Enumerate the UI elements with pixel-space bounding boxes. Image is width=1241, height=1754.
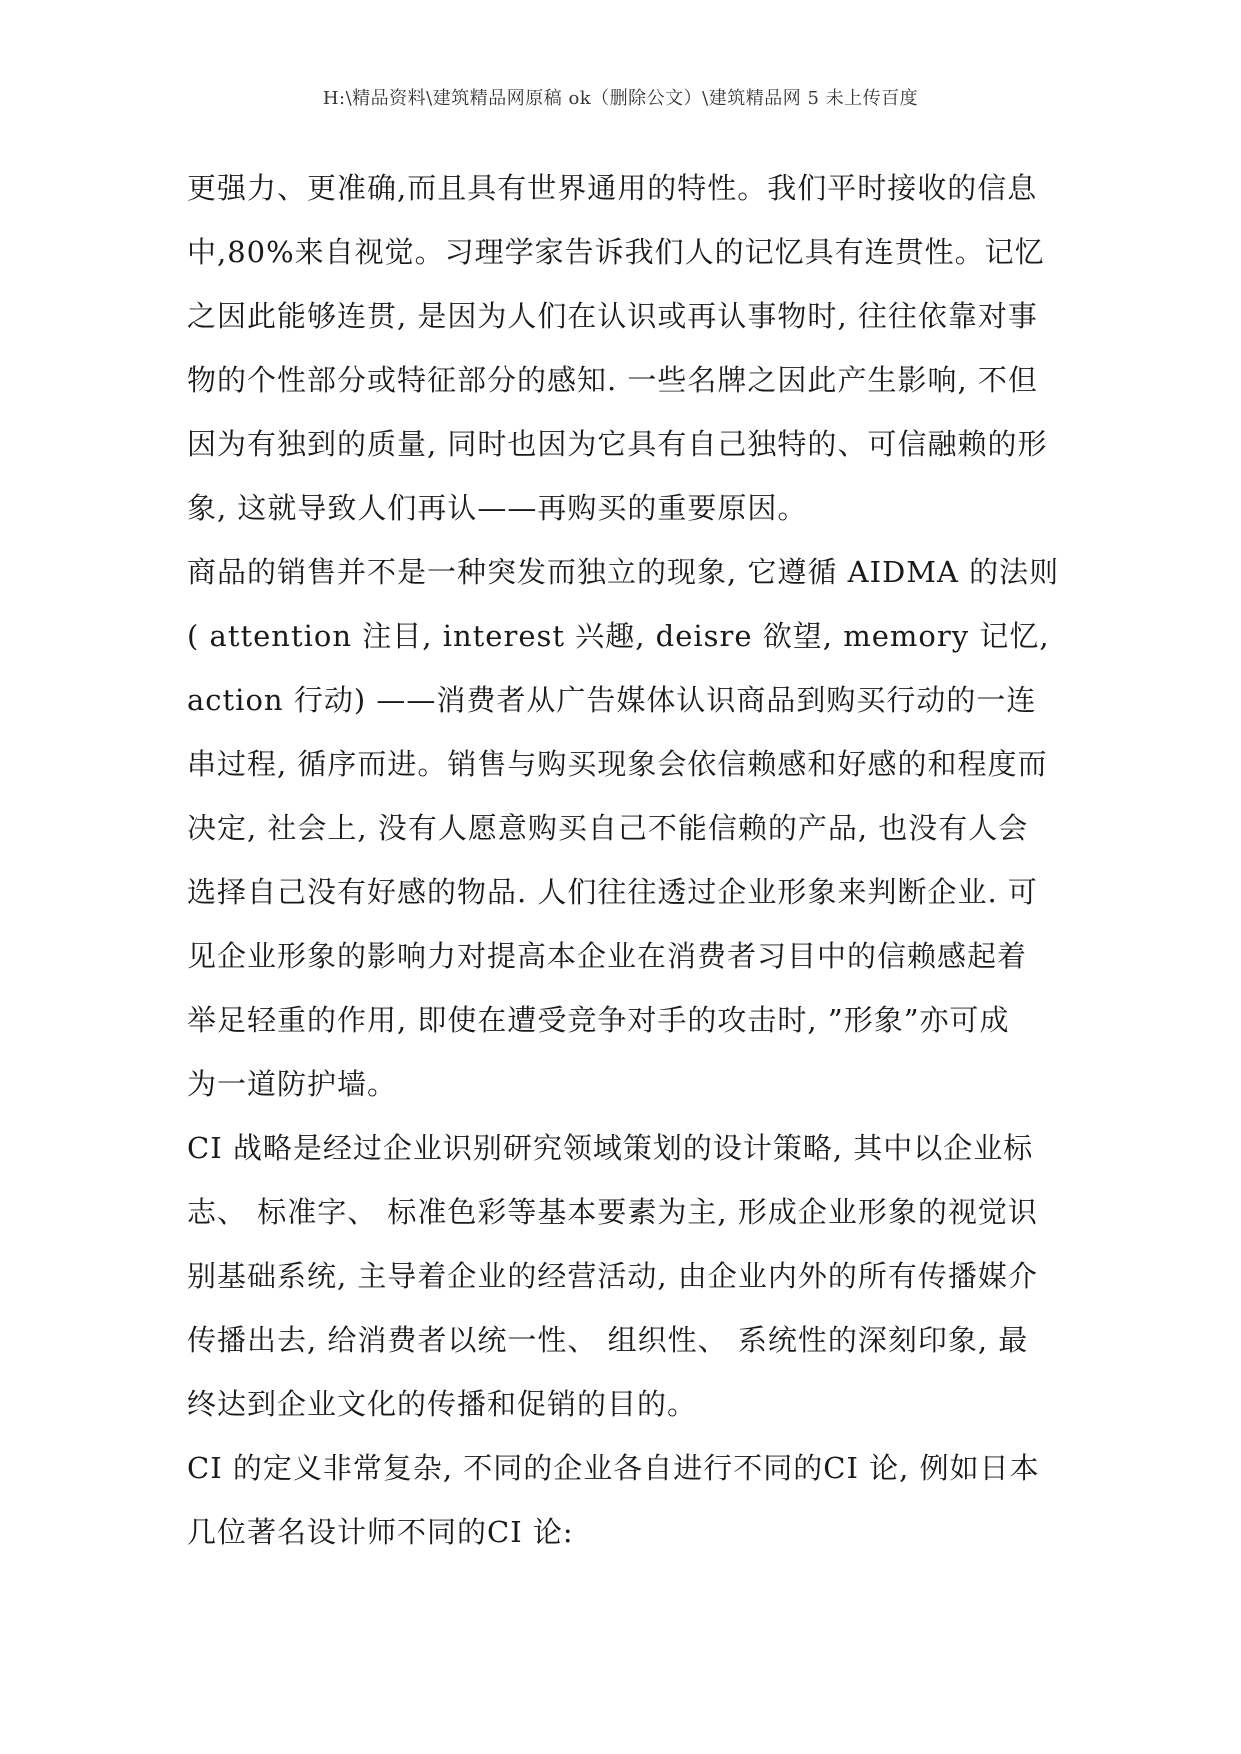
text-line: 物的个性部分或特征部分的感知. 一些名牌之因此产生影响, 不但 (187, 363, 1038, 397)
text-line: action 行动) ——消费者从广告媒体认识商品到购买行动的一连 (187, 683, 1037, 717)
text-line: 几位著名设计师不同的CI 论: (187, 1515, 574, 1549)
text-line: 选择自己没有好感的物品. 人们往往透过企业形象来判断企业. 可 (187, 875, 1038, 909)
document-body (187, 156, 1067, 1564)
text-line: ( attention 注目, interest 兴趣, deisre 欲望, memory 记忆, (187, 619, 1050, 653)
text-line: CI 的定义非常复杂, 不同的企业各自进行不同的CI 论, 例如日本 (187, 1451, 1040, 1485)
text-line: 为一道防护墙。 (187, 1067, 398, 1101)
text-line: 决定, 社会上, 没有人愿意购买自己不能信赖的产品, 也没有人会 (187, 811, 1029, 845)
text-line: 因为有独到的质量, 同时也因为它具有自己独特的、可信融赖的形 (187, 427, 1048, 461)
text-line: 之因此能够连贯, 是因为人们在认识或再认事物时, 往往依靠对事 (187, 299, 1038, 333)
text-line: 更强力、更准确,而且具有世界通用的特性。我们平时接收的信息 (187, 171, 1038, 205)
text-line: CI 战略是经过企业识别研究领域策划的设计策略, 其中以企业标 (187, 1131, 1034, 1165)
text-line: 商品的销售并不是一种突发而独立的现象, 它遵循 AIDMA 的法则 (187, 555, 1060, 589)
text-line: 别基础系统, 主导着企业的经营活动, 由企业内外的所有传播媒介 (187, 1259, 1038, 1293)
text-line: 象, 这就导致人们再认——再购买的重要原因。 (187, 491, 808, 525)
text-line: 志、 标准字、 标准色彩等基本要素为主, 形成企业形象的视觉识 (187, 1195, 1038, 1229)
text-line: 终达到企业文化的传播和促销的目的。 (187, 1387, 698, 1421)
text-line: 举足轻重的作用, 即使在遭受竞争对手的攻击时, ”形象”亦可成 (187, 1003, 1010, 1037)
file-path-header: H:\精品资料\建筑精品网原稿 ok（删除公文）\建筑精品网 5 未上传百度 (322, 88, 919, 109)
text-line: 串过程, 循序而进。销售与购买现象会依信赖感和好感的和程度而 (187, 747, 1048, 781)
text-line: 中,80%来自视觉。习理学家告诉我们人的记忆具有连贯性。记忆 (187, 235, 1045, 269)
text-line: 见企业形象的影响力对提高本企业在消费者习目中的信赖感起着 (187, 939, 1028, 973)
text-line: 传播出去, 给消费者以统一性、 组织性、 系统性的深刻印象, 最 (187, 1323, 1029, 1357)
